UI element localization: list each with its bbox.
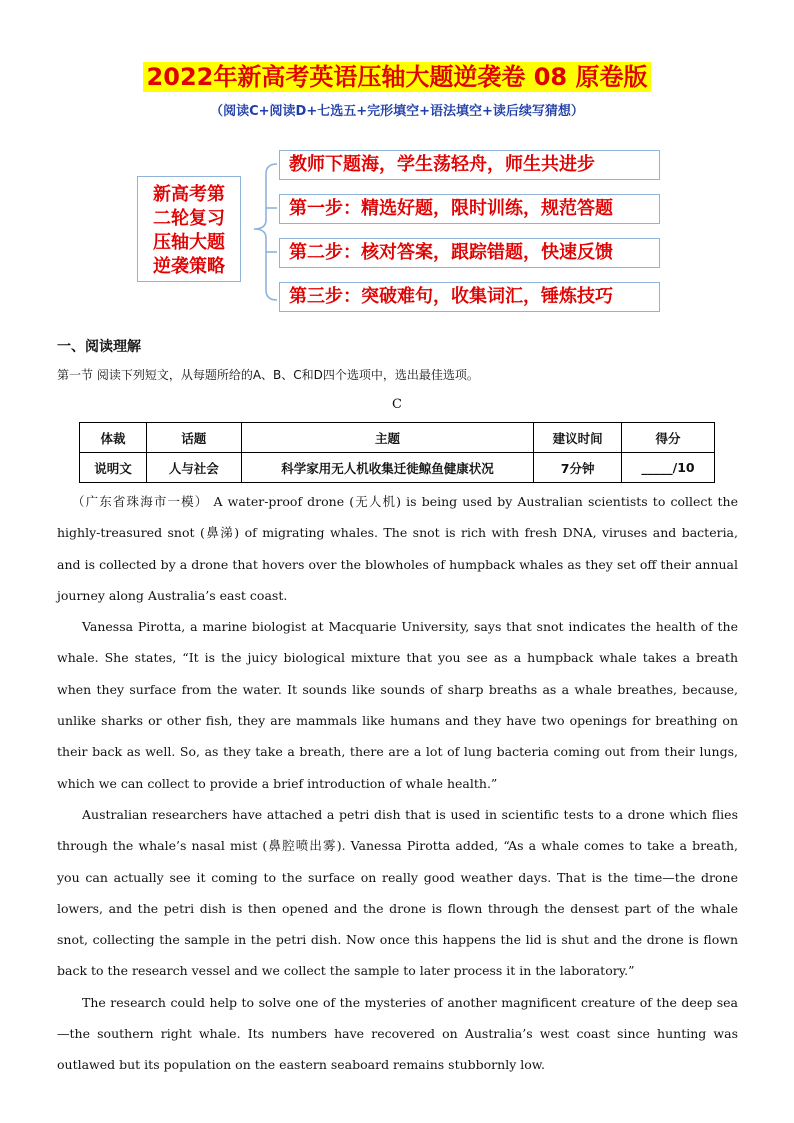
table-cell: 说明文	[80, 453, 147, 483]
strategy-line: 压轴大题	[153, 232, 225, 253]
table-header-cell: 建议时间	[534, 423, 622, 453]
table-header-cell: 体裁	[80, 423, 147, 453]
table-header-cell: 得分	[622, 423, 715, 453]
passage-paragraph: The research could help to solve one of the mysteries of another magnificent creature of the deep sea—the southern right whale. Its numbers have recovered on Australia’s west coast since hunting was outlawed but its population on the eastern seaboard remains stubbornly low.	[57, 994, 738, 1073]
brace-connector	[244, 150, 284, 314]
strategy-step-0: 教师下题海，学生荡轻舟，师生共进步	[279, 150, 660, 180]
table-cell: 人与社会	[146, 453, 241, 483]
score-cell: _____/10	[622, 453, 715, 483]
table-header-cell: 话题	[146, 423, 241, 453]
table-header-cell: 主题	[241, 423, 533, 453]
strategy-line: 逆袭策略	[153, 256, 225, 277]
strategy-step-1: 第一步：精选好题，限时训练，规范答题	[279, 194, 660, 224]
passage-letter: C	[392, 397, 402, 412]
page-title: 2022年新高考英语压轴大题逆袭卷 08 原卷版	[143, 62, 652, 92]
table-cell: 7分钟	[534, 453, 622, 483]
strategy-box	[137, 176, 241, 282]
passage-paragraph: （广东省珠海市一模） A water-proof drone (无人机) is being used by Australian scientists to collect the highly-treasured snot (鼻涕) of migrating whales. The snot is rich with fresh DNA, viruses and bacteria, and is collected by a drone that hovers over the blowholes of humpback whales as they set off their annual journey along Australia’s east coast.	[57, 494, 738, 603]
passage-body	[57, 486, 738, 1081]
section-heading: 一、阅读理解	[57, 339, 141, 355]
strategy-line: 新高考第	[153, 184, 225, 205]
passage-paragraph: Vanessa Pirotta, a marine biologist at Macquarie University, says that snot indicates the health of the whale. She states, “It is the juicy biological mixture that you see as a humpback whale takes a breath when they surface from the water. It sounds like sounds of sharp breaths as a whale breathes, because, unlike sharks or other fish, they are mammals like humans and they have two openings for breathing on their back as well. So, as they take a breath, there are a lot of lung bacteria coming out from their lungs, which we can collect to provide a brief introduction of whale health.”	[57, 619, 738, 791]
strategy-line: 二轮复习	[153, 208, 225, 229]
strategy-step-3: 第三步：突破难句，收集词汇，锤炼技巧	[279, 282, 660, 312]
info-table	[79, 422, 715, 483]
table-cell: 科学家用无人机收集迁徙鲸鱼健康状况	[241, 453, 533, 483]
page-subtitle: （阅读C+阅读D+七选五+完形填空+语法填空+读后续写猜想）	[210, 104, 584, 119]
title-wrap	[0, 62, 794, 92]
strategy-step-2: 第二步：核对答案，跟踪错题，快速反馈	[279, 238, 660, 268]
table-row	[80, 453, 715, 483]
table-header-row	[80, 423, 715, 453]
section-instruction: 第一节 阅读下列短文，从每题所给的A、B、C和D四个选项中，选出最佳选项。	[57, 368, 479, 382]
passage-paragraph: Australian researchers have attached a petri dish that is used in scientific tests to a drone which flies through the whale’s nasal mist (鼻腔喷出雾). Vanessa Pirotta added, “As a whale comes to take a breath, you can actually see it coming to the surface on really good weather days. That is the time—the drone lowers, and the petri dish is then opened and the drone is flown through the densest part of the whale snot, collecting the sample in the petri dish. Now once this happens the lid is shut and the drone is flown back to the research vessel and we collect the sample to later process it in the laboratory.”	[57, 806, 738, 979]
